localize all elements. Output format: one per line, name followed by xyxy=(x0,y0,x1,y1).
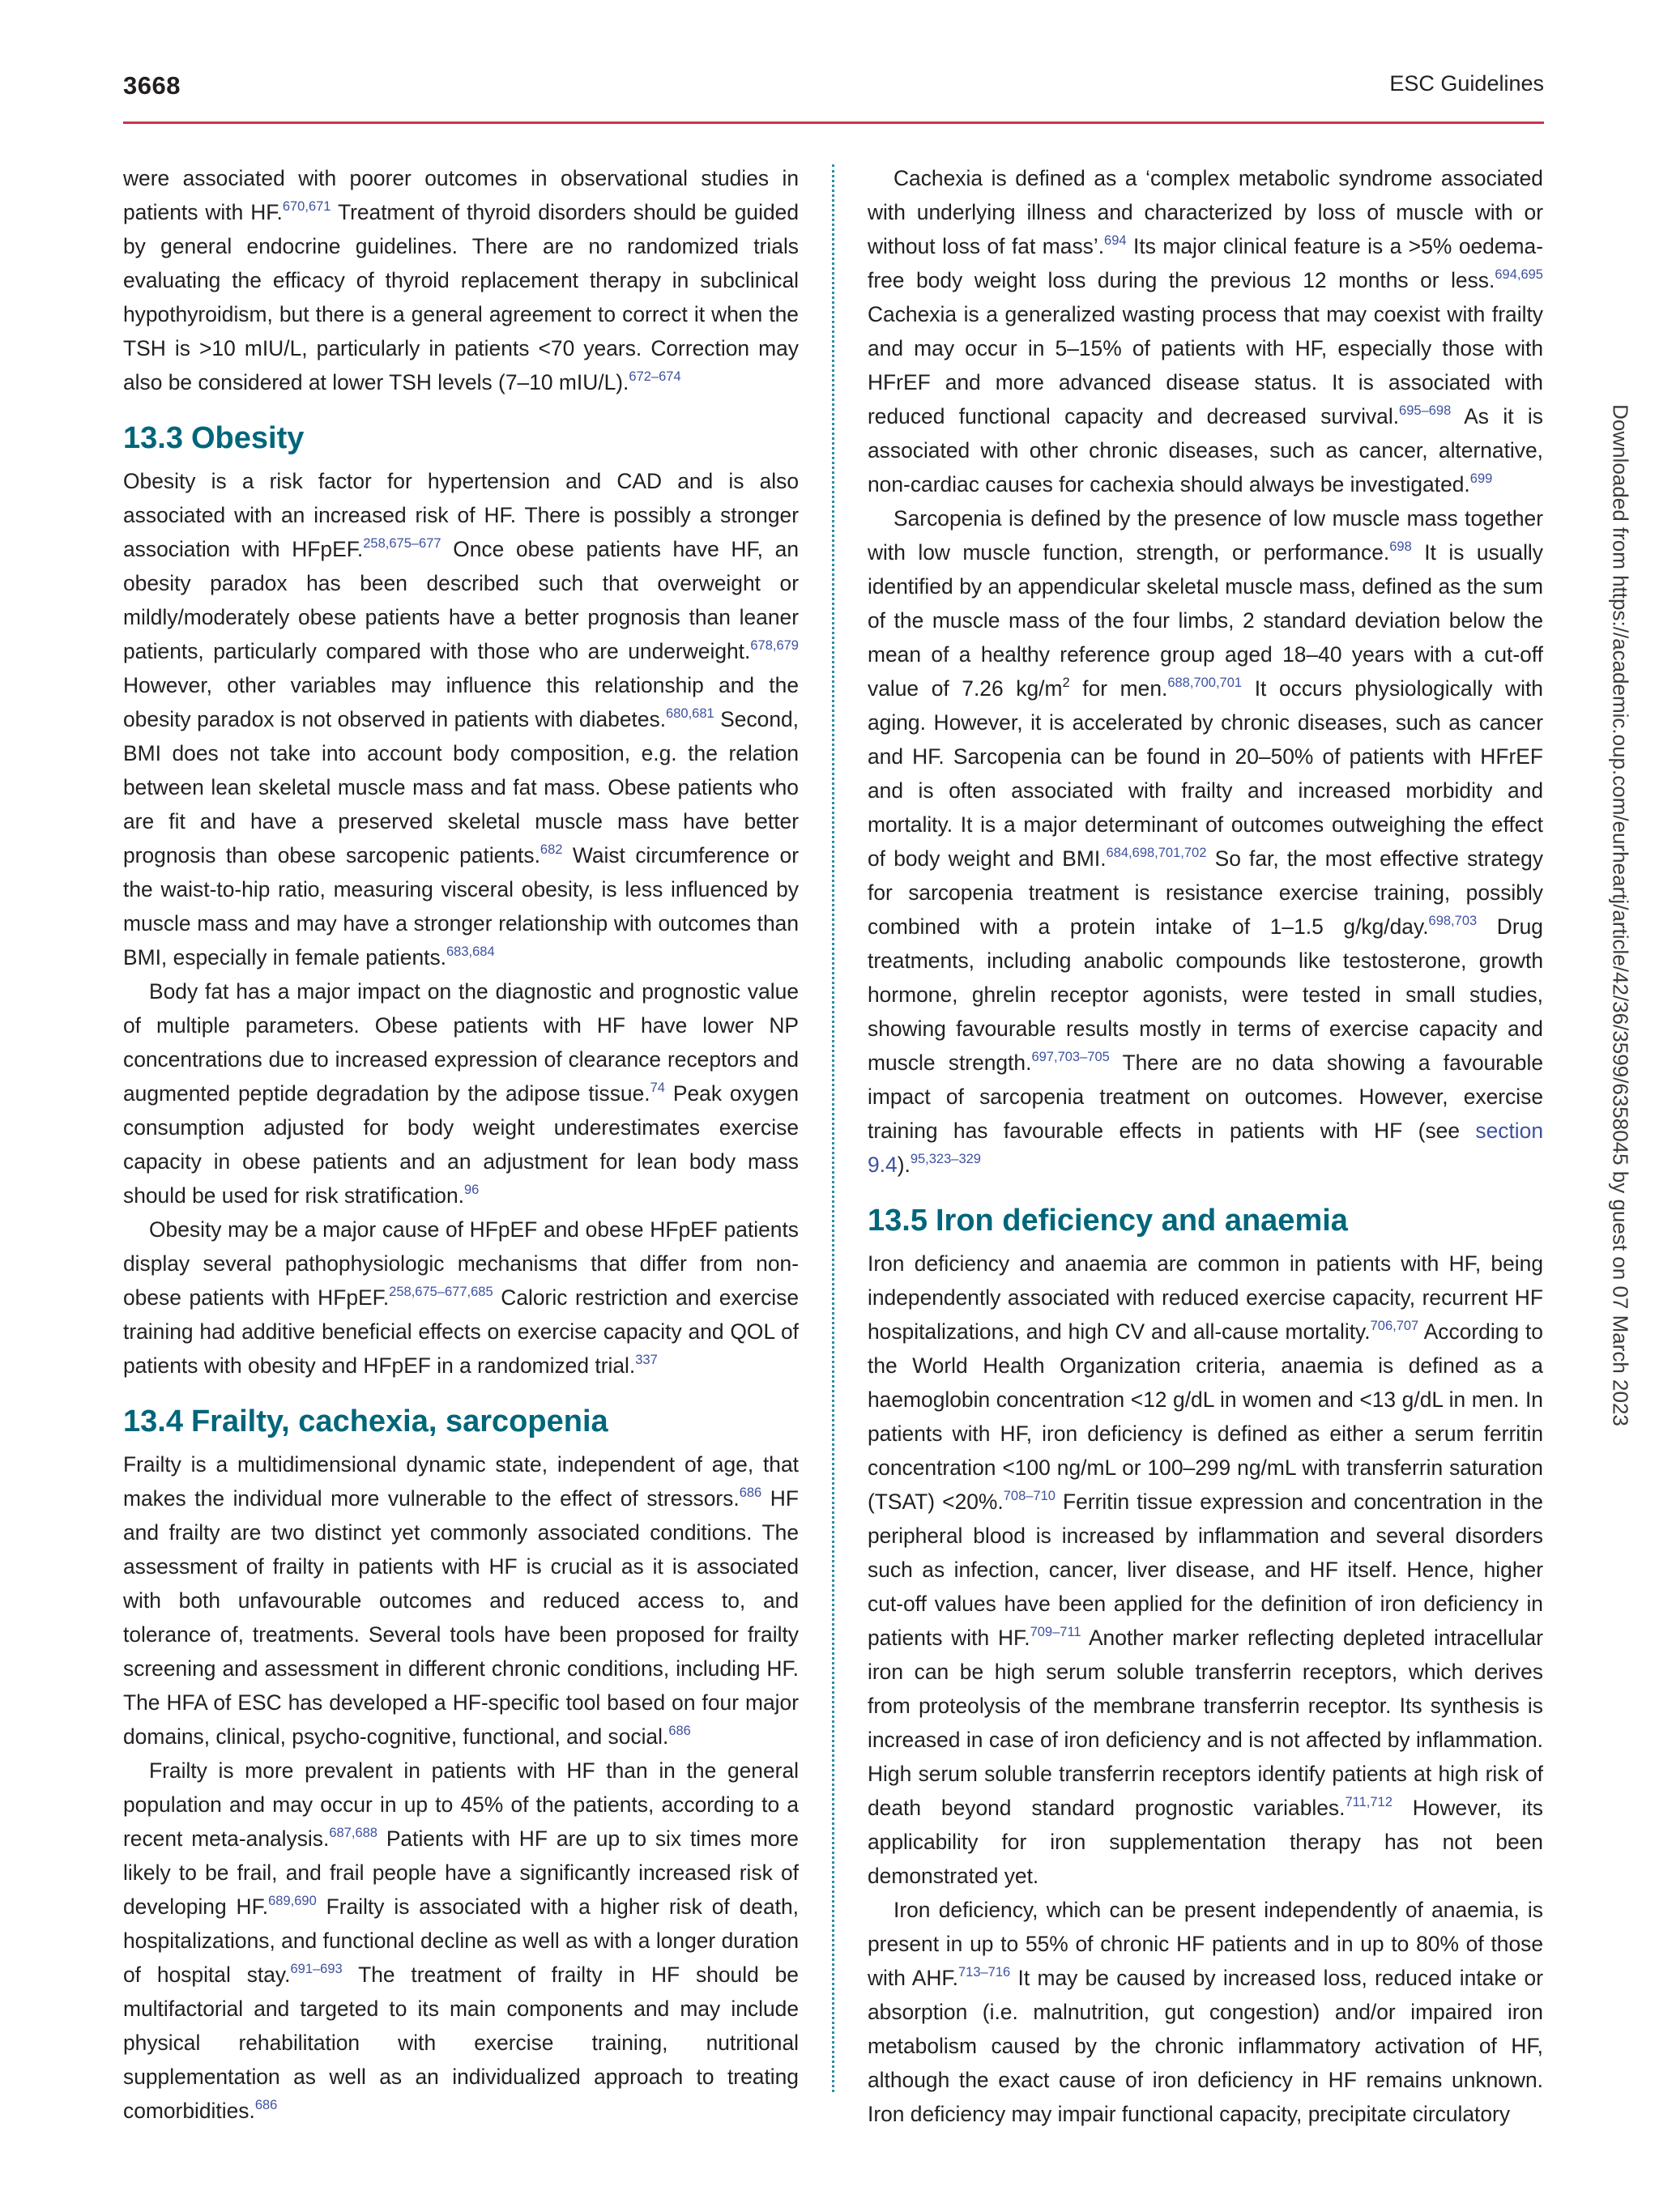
page-number: 3668 xyxy=(123,71,181,100)
reference-link[interactable]: 697,703–705 xyxy=(1031,1050,1110,1064)
reference-link[interactable]: 706,707 xyxy=(1370,1319,1419,1333)
column-divider xyxy=(832,164,834,2092)
paragraph: Sarcopenia is defined by the presence of low muscle mass together with low muscle function, strength, or performance.$^{698}$ It is usually identified by an appendicular skeletal muscle mass, defined as the sum of the muscle mass of the four limbs, 2 standard deviation below the mean of a healthy reference group aged 18–40 years with a cut-off value of 7.26 $kg/m^2$ for men.$^{688,700,701}$ It occurs physiologically with aging. However, it is accelerated by chronic diseases, such as cancer and HF. Sarcopenia can be found in 20–50% of patients with HFrEF and is often associated with frailty and increased morbidity and mortality. It is a major determinant of outcomes outweighing the effect of body weight and BMI.$^{684,698,701,702}$ So far, the most effective strategy for sarcopenia treatment is resistance exercise training, possibly combined with a protein intake of 1–1.5 g/kg/day.$^{698,703}$ Drug treatments, including anabolic compounds like testosterone, growth hormone, ghrelin receptor agonists, were tested in small studies, showing favourable results mostly in terms of exercise capacity and muscle strength.$^{697,703-705}$ There are no data showing a favourable impact of sarcopenia treatment on outcomes. However, exercise training has favourable effects in patients with HF (see section 9.4).$^{95,323-329}$ xyxy=(868,506,1543,1177)
reference-link[interactable]: 678,679 xyxy=(750,638,799,653)
paragraph: Cachexia is defined as a ‘complex metabolic syndrome associated with underlying illness and characterized by loss of muscle with or without loss of fat mass’.$^{694}$ Its major clinical feature is a >5% oedema-free body weight loss during the previous 12 months or less.$^{694,695}$ Cachexia is a generalized wasting process that may coexist with frailty and may occur in 5–15% of patients with HF, especially those with HFrEF and more advanced disease status. It is associated with reduced functional capacity and decreased survival.$^{695-698}$ As it is associated with other chronic diseases, such as cancer, alternative, non-cardiac causes for cachexia should always be investigated.$^{699}$ xyxy=(868,166,1543,497)
reference-link[interactable]: 683,684 xyxy=(446,944,495,959)
reference-link[interactable]: 74 xyxy=(650,1080,665,1095)
right-column xyxy=(868,161,1543,2131)
reference-link[interactable]: 699 xyxy=(1469,471,1493,486)
reference-link[interactable]: 711,712 xyxy=(1345,1795,1392,1809)
paragraph: Frailty is a multidimensional dynamic state, independent of age, that makes the individual more vulnerable to the effect of stressors.$^{686}$ HF and frailty are two distinct yet commonly associated conditions. The assessment of frailty in patients with HF is crucial as it is associated with both unfavourable outcomes and reduced access to, and tolerance of, treatments. Several tools have been proposed for frailty screening and assessment in different chronic conditions, including HF. The HFA of ESC has developed a HF-specific tool based on four major domains, clinical, psycho-cognitive, functional, and social.$^{686}$ xyxy=(123,1452,799,1749)
reference-link[interactable]: 686 xyxy=(254,2098,278,2112)
header-rule xyxy=(123,121,1544,124)
superscript: 2 xyxy=(1062,676,1070,690)
section-cross-reference-link[interactable]: section 9.4 xyxy=(868,1119,1543,1177)
reference-link[interactable]: 686 xyxy=(739,1485,762,1500)
reference-link[interactable]: 682 xyxy=(539,842,563,857)
paragraph: were associated with poorer outcomes in observational studies in patients with HF.$^{670,671}$ Treatment of thyroid disorders should be guided by general endocrine guidelines. There are no randomized trials evaluating the efficacy of thyroid replacement therapy in subclinical hypothyroidism, but there is a general agreement to correct it when the TSH is >10 mIU/L, particularly in patients <70 years. Correction may also be considered at lower TSH levels (7–10 mIU/L).$^{672-674}$ xyxy=(123,166,799,394)
reference-link[interactable]: 96 xyxy=(464,1183,480,1197)
running-header xyxy=(123,71,1544,99)
section-title: Iron deficiency and anaemia xyxy=(935,1204,1348,1238)
section-heading-frailty xyxy=(123,1397,799,1446)
paragraph: Obesity is a risk factor for hypertension and CAD and is also associated with an increased risk of HF. There is possibly a stronger association with HFpEF.$^{258,675-677}$ Once obese patients have HF, an obesity paradox has been described such that overweight or mildly/moderately obese patients have a better prognosis than leaner patients, particularly compared with those who are underweight.$^{678,679}$ However, other variables may influence this relationship and the obesity paradox is not observed in patients with diabetes.$^{680,681}$ Second, BMI does not take into account body composition, e.g. the relation between lean skeletal muscle mass and fat mass. Obese patients who are fit and have a preserved skeletal muscle mass have better prognosis than obese sarcopenic patients.$^{682}$ Waist circumference or the waist-to-hip ratio, measuring visceral obesity, is less influenced by muscle mass and may have a stronger relationship with outcomes than BMI, especially in female patients.$^{683,684}$ xyxy=(123,469,800,970)
reference-link[interactable]: 694 xyxy=(1104,233,1127,248)
paragraph: Iron deficiency and anaemia are common in patients with HF, being independently associated with reduced exercise capacity, recurrent HF hospitalizations, and high CV and all-cause mortality.$^{706,707}$ According to the World Health Organization criteria, anaemia is defined as a haemoglobin concentration <12 g/dL in women and <13 g/dL in men. In patients with HF, iron deficiency is defined as either a serum ferritin concentration <100 ng/mL or 100–299 ng/mL with transferrin saturation (TSAT) <20%.$^{708-710}$ Ferritin tissue expression and concentration in the peripheral blood is increased by inflammation and several disorders such as infection, cancer, liver disease, and HF itself. Hence, higher cut-off values have been applied for the definition of iron deficiency in patients with HF.$^{709-711}$ Another marker reflecting depleted intracellular iron can be high serum soluble transferrin receptors, which derives from proteolysis of the membrane transferrin receptor. Its synthesis is increased in case of iron deficiency and is not affected by inflammation. High serum soluble transferrin receptors identify patients at high risk of death beyond standard prognostic variables.$^{711,712}$ However, its applicability for iron supplementation therapy has not been demonstrated yet. xyxy=(868,1251,1544,1888)
reference-link[interactable]: 694,695 xyxy=(1495,267,1543,282)
section-title: Frailty, cachexia, sarcopenia xyxy=(190,1404,608,1438)
section-heading-iron-deficiency xyxy=(868,1196,1543,1245)
reference-link[interactable]: 695–698 xyxy=(1399,403,1452,418)
reference-link[interactable]: 672–674 xyxy=(629,369,681,384)
reference-link[interactable]: 95,323–329 xyxy=(910,1152,981,1166)
paragraph: Obesity may be a major cause of HFpEF and obese HFpEF patients display several pathophysiologic mechanisms that differ from non-obese patients with HFpEF.$^{258,675-677,685}$ Caloric restriction and exercise training had additive beneficial effects on exercise capacity and QOL of patients with obesity and HFpEF in a randomized trial.$^{337}$ xyxy=(123,1217,799,1378)
reference-link[interactable]: 670,671 xyxy=(282,199,331,214)
paragraph: Frailty is more prevalent in patients with HF than in the general population and may occur in up to 45% of the patients, according to a recent meta-analysis.$^{687,688}$ Patients with HF are up to six times more likely to be frail, and frail people have a significantly increased risk of developing HF.$^{689,690}$ Frailty is associated with a higher risk of death, hospitalizations, and functional decline as well as with a longer duration of hospital stay.$^{691-693}$ The treatment of frailty in HF should be multifactorial and targeted to its main components and may include physical rehabilitation with exercise training, nutritional supplementation as well as an individualized approach to treating comorbidities.$^{686}$ xyxy=(123,1758,799,2123)
reference-link[interactable]: 687,688 xyxy=(329,1826,377,1840)
reference-link[interactable]: 686 xyxy=(668,1724,691,1738)
reference-link[interactable]: 689,690 xyxy=(268,1894,317,1908)
reference-link[interactable]: 713–716 xyxy=(957,1965,1011,1980)
journal-name: ESC Guidelines xyxy=(1389,71,1544,96)
download-note-text: Downloaded from https://academic.oup.com/eurheartj/article/42/36/3599/6358045 by guest on 07 March 2023 xyxy=(1608,404,1633,1426)
section-number: 13.4 xyxy=(123,1404,183,1438)
left-column xyxy=(123,161,799,2128)
reference-link[interactable]: 698 xyxy=(1389,539,1412,554)
paragraph: Body fat has a major impact on the diagnostic and prognostic value of multiple parameters. Obese patients with HF have lower NP concentrations due to increased expression of clearance receptors and augmented peptide degradation by the adipose tissue.$^{74}$ Peak oxygen consumption adjusted for body weight underestimates exercise capacity in obese patients and an adjustment for lean body mass should be used for risk stratification.$^{96}$ xyxy=(123,979,800,1208)
reference-link[interactable]: 691–693 xyxy=(290,1962,343,1976)
reference-link[interactable]: 709–711 xyxy=(1030,1625,1081,1639)
reference-link[interactable]: 258,675–677,685 xyxy=(389,1285,493,1299)
reference-link[interactable]: 337 xyxy=(635,1353,658,1367)
reference-link[interactable]: 708–710 xyxy=(1003,1489,1056,1503)
section-heading-obesity xyxy=(123,414,799,462)
reference-link[interactable]: 684,698,701,702 xyxy=(1106,846,1207,860)
reference-link[interactable]: 258,675–677 xyxy=(363,536,441,551)
reference-link[interactable]: 698,703 xyxy=(1428,914,1478,928)
reference-link[interactable]: 688,700,701 xyxy=(1167,676,1243,690)
section-title: Obesity xyxy=(190,421,305,455)
paragraph: Iron deficiency, which can be present independently of anaemia, is present in up to 55% of chronic HF patients and in up to 80% of those with AHF.$^{713-716}$ It may be caused by increased loss, reduced intake or absorption (i.e. malnutrition, gut congestion) and/or impaired iron metabolism caused by the chronic inflammatory activation of HF, although the exact cause of iron deficiency in HF remains unknown. Iron deficiency may impair functional capacity, precipitate circulatory xyxy=(868,1898,1543,2126)
section-number: 13.3 xyxy=(123,421,183,455)
section-number: 13.5 xyxy=(868,1204,928,1238)
reference-link[interactable]: 680,681 xyxy=(666,706,714,721)
